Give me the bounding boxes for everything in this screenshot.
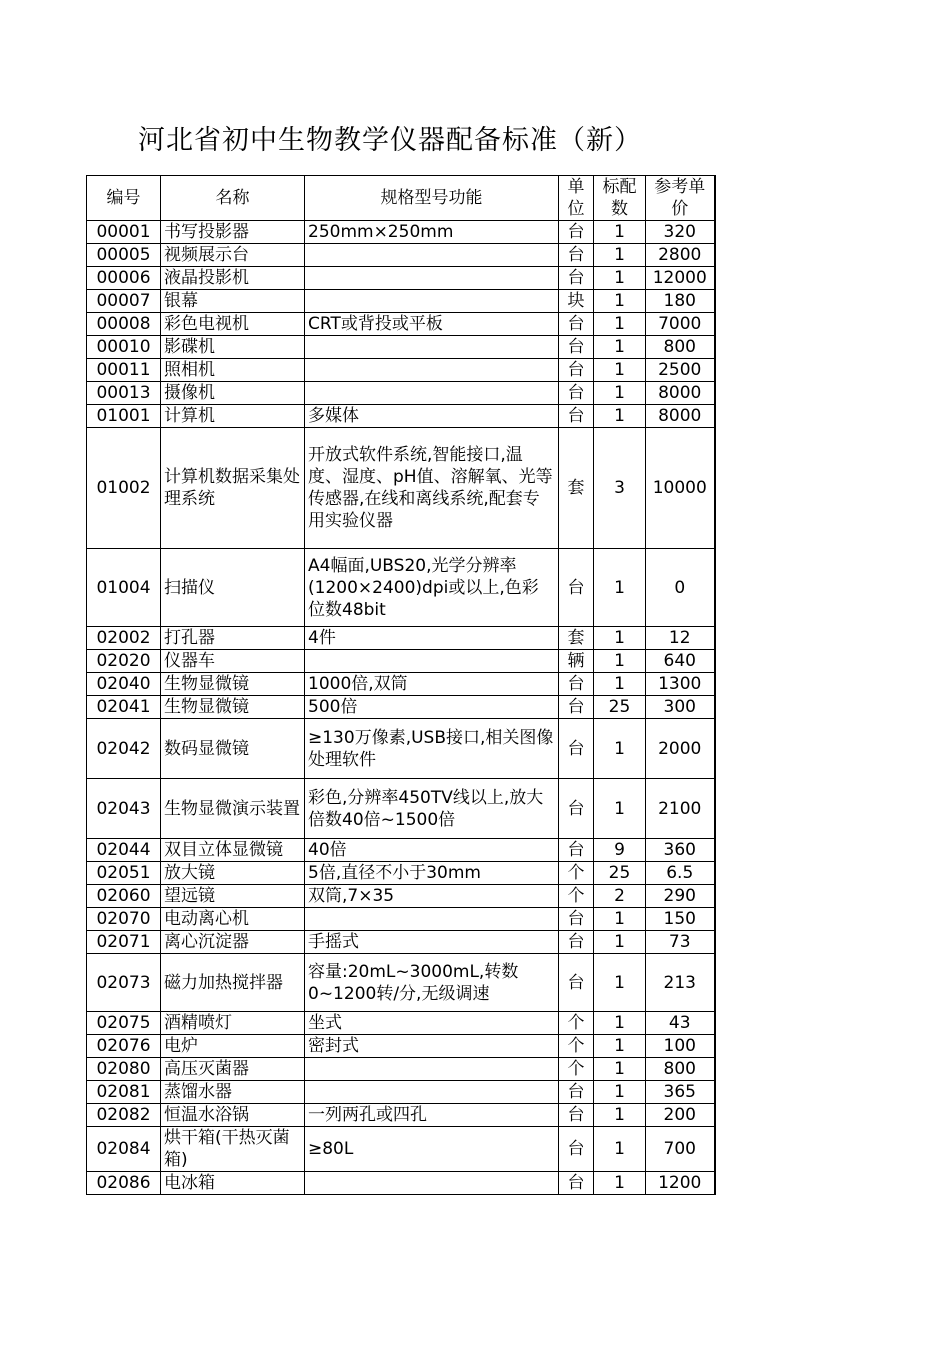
cell-qty: 1	[594, 267, 646, 290]
cell-spec: 4件	[305, 627, 559, 650]
cell-qty: 1	[594, 382, 646, 405]
cell-name: 计算机数据采集处理系统	[161, 428, 305, 549]
cell-name: 仪器车	[161, 650, 305, 673]
cell-price: 1300	[646, 673, 715, 696]
cell-spec: 500倍	[305, 696, 559, 719]
cell-unit: 台	[559, 221, 594, 244]
cell-name: 电冰箱	[161, 1172, 305, 1195]
cell-qty: 1	[594, 627, 646, 650]
cell-spec: 250mm×250mm	[305, 221, 559, 244]
cell-name: 电动离心机	[161, 908, 305, 931]
cell-unit: 台	[559, 313, 594, 336]
cell-name: 恒温水浴锅	[161, 1104, 305, 1127]
cell-qty: 9	[594, 839, 646, 862]
cell-qty: 1	[594, 336, 646, 359]
cell-unit: 台	[559, 1104, 594, 1127]
header-unit: 单位	[559, 176, 594, 221]
cell-name: 打孔器	[161, 627, 305, 650]
cell-price: 10000	[646, 428, 715, 549]
cell-code: 02071	[87, 931, 161, 954]
cell-code: 02082	[87, 1104, 161, 1127]
cell-spec	[305, 650, 559, 673]
cell-spec	[305, 1081, 559, 1104]
table-row	[87, 885, 715, 908]
table-row	[87, 1172, 715, 1195]
header-spec: 规格型号功能	[305, 176, 559, 221]
table-row	[87, 719, 715, 779]
cell-unit: 台	[559, 779, 594, 839]
cell-spec	[305, 336, 559, 359]
cell-code: 01004	[87, 549, 161, 627]
table-row	[87, 1035, 715, 1058]
cell-spec: CRT或背投或平板	[305, 313, 559, 336]
table-row	[87, 244, 715, 267]
cell-spec: 容量:20mL~3000mL,转数0~1200转/分,无级调速	[305, 954, 559, 1012]
cell-spec: 双筒,7×35	[305, 885, 559, 908]
cell-spec: 1000倍,双筒	[305, 673, 559, 696]
table-row	[87, 336, 715, 359]
cell-qty: 1	[594, 359, 646, 382]
cell-spec: 一列两孔或四孔	[305, 1104, 559, 1127]
table-row	[87, 382, 715, 405]
cell-unit: 个	[559, 1035, 594, 1058]
cell-spec: 手摇式	[305, 931, 559, 954]
cell-price: 180	[646, 290, 715, 313]
cell-code: 00007	[87, 290, 161, 313]
cell-price: 300	[646, 696, 715, 719]
cell-name: 彩色电视机	[161, 313, 305, 336]
cell-unit: 台	[559, 336, 594, 359]
cell-spec: 彩色,分辨率450TV线以上,放大倍数40倍~1500倍	[305, 779, 559, 839]
header-name: 名称	[161, 176, 305, 221]
cell-qty: 1	[594, 1058, 646, 1081]
cell-unit: 套	[559, 428, 594, 549]
cell-qty: 1	[594, 673, 646, 696]
cell-unit: 台	[559, 931, 594, 954]
cell-code: 02076	[87, 1035, 161, 1058]
cell-code: 00008	[87, 313, 161, 336]
cell-code: 02073	[87, 954, 161, 1012]
cell-code: 02081	[87, 1081, 161, 1104]
cell-unit: 台	[559, 1127, 594, 1172]
cell-spec: A4幅面,UBS20,光学分辨率(1200×2400)dpi或以上,色彩位数48bit	[305, 549, 559, 627]
cell-name: 生物显微演示装置	[161, 779, 305, 839]
cell-code: 02084	[87, 1127, 161, 1172]
cell-unit: 台	[559, 1172, 594, 1195]
table-row	[87, 1104, 715, 1127]
cell-name: 影碟机	[161, 336, 305, 359]
cell-unit: 个	[559, 1012, 594, 1035]
cell-name: 生物显微镜	[161, 696, 305, 719]
cell-price: 640	[646, 650, 715, 673]
cell-qty: 1	[594, 1127, 646, 1172]
table-row	[87, 359, 715, 382]
cell-unit: 个	[559, 862, 594, 885]
cell-unit: 台	[559, 549, 594, 627]
cell-unit: 台	[559, 719, 594, 779]
cell-price: 365	[646, 1081, 715, 1104]
cell-name: 烘干箱(干热灭菌箱)	[161, 1127, 305, 1172]
table-row	[87, 221, 715, 244]
cell-name: 望远镜	[161, 885, 305, 908]
header-price: 参考单价	[646, 176, 715, 221]
cell-price: 12000	[646, 267, 715, 290]
cell-price: 1200	[646, 1172, 715, 1195]
cell-name: 电炉	[161, 1035, 305, 1058]
cell-price: 100	[646, 1035, 715, 1058]
cell-name: 计算机	[161, 405, 305, 428]
cell-unit: 台	[559, 382, 594, 405]
cell-unit: 台	[559, 908, 594, 931]
cell-price: 2100	[646, 779, 715, 839]
cell-name: 照相机	[161, 359, 305, 382]
cell-price: 150	[646, 908, 715, 931]
table-row	[87, 696, 715, 719]
table-row	[87, 862, 715, 885]
cell-name: 离心沉淀器	[161, 931, 305, 954]
cell-spec	[305, 359, 559, 382]
table-row	[87, 839, 715, 862]
cell-spec	[305, 382, 559, 405]
cell-unit: 个	[559, 1058, 594, 1081]
cell-name: 视频展示台	[161, 244, 305, 267]
cell-qty: 1	[594, 931, 646, 954]
cell-name: 液晶投影机	[161, 267, 305, 290]
cell-price: 6.5	[646, 862, 715, 885]
cell-qty: 1	[594, 954, 646, 1012]
cell-qty: 25	[594, 696, 646, 719]
cell-qty: 1	[594, 244, 646, 267]
cell-qty: 1	[594, 719, 646, 779]
cell-name: 书写投影器	[161, 221, 305, 244]
cell-name: 扫描仪	[161, 549, 305, 627]
header-code: 编号	[87, 176, 161, 221]
cell-name: 生物显微镜	[161, 673, 305, 696]
cell-spec: ≥130万像素,USB接口,相关图像处理软件	[305, 719, 559, 779]
table-row	[87, 1058, 715, 1081]
cell-qty: 25	[594, 862, 646, 885]
cell-qty: 1	[594, 549, 646, 627]
cell-code: 02070	[87, 908, 161, 931]
cell-spec	[305, 1058, 559, 1081]
cell-code: 02041	[87, 696, 161, 719]
header-qty: 标配数	[594, 176, 646, 221]
cell-code: 02020	[87, 650, 161, 673]
cell-price: 43	[646, 1012, 715, 1035]
cell-code: 02002	[87, 627, 161, 650]
table-row	[87, 290, 715, 313]
table-row	[87, 673, 715, 696]
cell-unit: 台	[559, 839, 594, 862]
cell-code: 00001	[87, 221, 161, 244]
table-row	[87, 779, 715, 839]
cell-unit: 台	[559, 673, 594, 696]
cell-price: 7000	[646, 313, 715, 336]
table-row	[87, 428, 715, 549]
cell-unit: 个	[559, 885, 594, 908]
cell-price: 700	[646, 1127, 715, 1172]
cell-spec	[305, 290, 559, 313]
cell-name: 双目立体显微镜	[161, 839, 305, 862]
table-row	[87, 1081, 715, 1104]
cell-qty: 1	[594, 1081, 646, 1104]
cell-code: 00006	[87, 267, 161, 290]
cell-unit: 套	[559, 627, 594, 650]
cell-name: 高压灭菌器	[161, 1058, 305, 1081]
cell-spec: 40倍	[305, 839, 559, 862]
cell-name: 蒸馏水器	[161, 1081, 305, 1104]
table-row	[87, 313, 715, 336]
cell-price: 800	[646, 1058, 715, 1081]
cell-code: 02044	[87, 839, 161, 862]
cell-unit: 台	[559, 359, 594, 382]
cell-unit: 台	[559, 954, 594, 1012]
cell-qty: 1	[594, 779, 646, 839]
cell-price: 200	[646, 1104, 715, 1127]
cell-spec	[305, 908, 559, 931]
cell-qty: 1	[594, 313, 646, 336]
cell-unit: 台	[559, 267, 594, 290]
cell-code: 00005	[87, 244, 161, 267]
cell-price: 8000	[646, 382, 715, 405]
cell-price: 2500	[646, 359, 715, 382]
cell-name: 银幕	[161, 290, 305, 313]
cell-code: 02051	[87, 862, 161, 885]
cell-name: 摄像机	[161, 382, 305, 405]
cell-qty: 1	[594, 1035, 646, 1058]
cell-code: 01001	[87, 405, 161, 428]
cell-price: 320	[646, 221, 715, 244]
cell-code: 02080	[87, 1058, 161, 1081]
cell-code: 02060	[87, 885, 161, 908]
table-row	[87, 1012, 715, 1035]
cell-code: 00010	[87, 336, 161, 359]
cell-price: 2800	[646, 244, 715, 267]
cell-code: 02040	[87, 673, 161, 696]
cell-spec: 开放式软件系统,智能接口,温度、湿度、pH值、溶解氧、光等传感器,在线和离线系统,配套专用实验仪器	[305, 428, 559, 549]
cell-qty: 1	[594, 1012, 646, 1035]
cell-qty: 1	[594, 1104, 646, 1127]
table-row	[87, 549, 715, 627]
table-row	[87, 405, 715, 428]
cell-name: 磁力加热搅拌器	[161, 954, 305, 1012]
cell-spec: ≥80L	[305, 1127, 559, 1172]
cell-qty: 1	[594, 1172, 646, 1195]
header-row	[87, 176, 715, 221]
equipment-table	[86, 175, 716, 1195]
cell-unit: 台	[559, 405, 594, 428]
cell-spec: 密封式	[305, 1035, 559, 1058]
cell-spec	[305, 267, 559, 290]
cell-code: 02042	[87, 719, 161, 779]
cell-name: 放大镜	[161, 862, 305, 885]
cell-spec: 多媒体	[305, 405, 559, 428]
cell-name: 数码显微镜	[161, 719, 305, 779]
cell-code: 02043	[87, 779, 161, 839]
table-row	[87, 627, 715, 650]
cell-price: 213	[646, 954, 715, 1012]
table-row	[87, 908, 715, 931]
cell-price: 12	[646, 627, 715, 650]
cell-spec	[305, 244, 559, 267]
cell-qty: 1	[594, 290, 646, 313]
cell-unit: 辆	[559, 650, 594, 673]
cell-unit: 块	[559, 290, 594, 313]
cell-price: 8000	[646, 405, 715, 428]
cell-unit: 台	[559, 244, 594, 267]
cell-qty: 3	[594, 428, 646, 549]
cell-spec: 坐式	[305, 1012, 559, 1035]
cell-price: 290	[646, 885, 715, 908]
cell-unit: 台	[559, 696, 594, 719]
cell-price: 2000	[646, 719, 715, 779]
cell-code: 00013	[87, 382, 161, 405]
cell-code: 01002	[87, 428, 161, 549]
cell-qty: 1	[594, 405, 646, 428]
document-title: 河北省初中生物教学仪器配备标准（新）	[138, 125, 642, 156]
table-row	[87, 650, 715, 673]
cell-code: 00011	[87, 359, 161, 382]
cell-qty: 2	[594, 885, 646, 908]
cell-price: 73	[646, 931, 715, 954]
cell-spec: 5倍,直径不小于30mm	[305, 862, 559, 885]
table-row	[87, 267, 715, 290]
table-row	[87, 1127, 715, 1172]
cell-qty: 1	[594, 650, 646, 673]
cell-price: 0	[646, 549, 715, 627]
cell-price: 800	[646, 336, 715, 359]
cell-code: 02086	[87, 1172, 161, 1195]
table-row	[87, 931, 715, 954]
cell-name: 酒精喷灯	[161, 1012, 305, 1035]
table-row	[87, 954, 715, 1012]
cell-qty: 1	[594, 221, 646, 244]
cell-qty: 1	[594, 908, 646, 931]
cell-unit: 台	[559, 1081, 594, 1104]
cell-spec	[305, 1172, 559, 1195]
cell-code: 02075	[87, 1012, 161, 1035]
cell-price: 360	[646, 839, 715, 862]
